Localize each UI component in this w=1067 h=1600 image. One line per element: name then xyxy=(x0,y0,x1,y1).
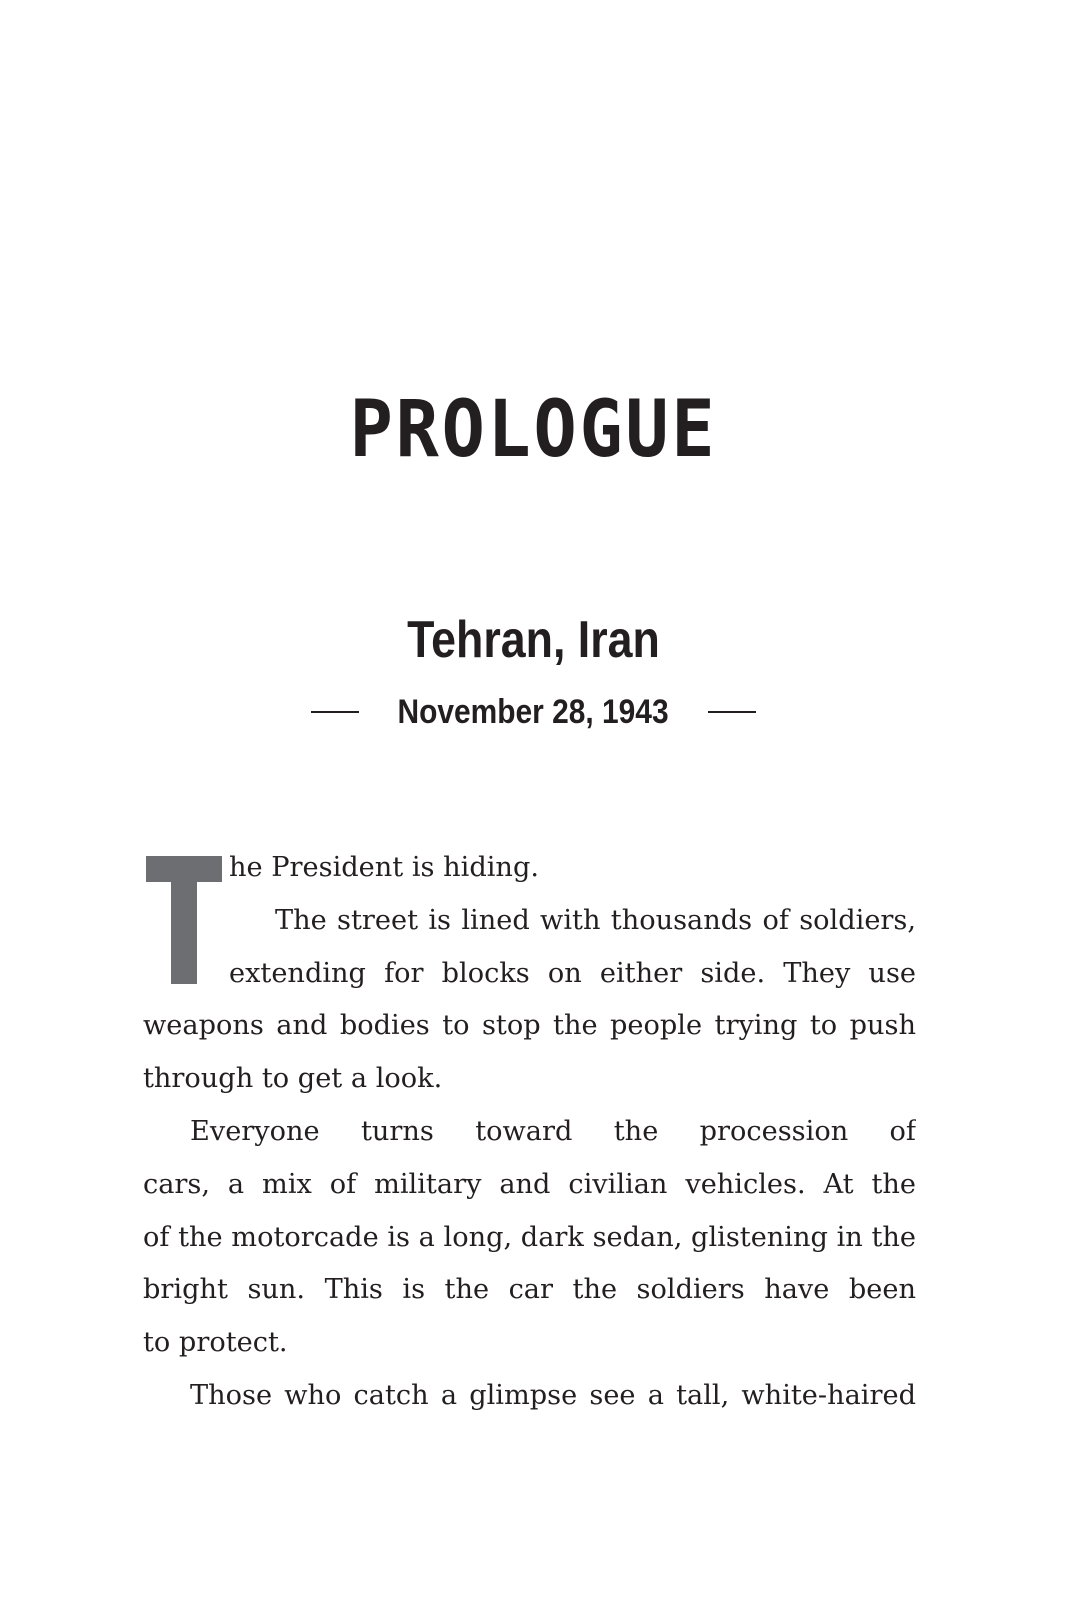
chapter-title: PROLOGUE xyxy=(349,385,718,475)
text-line: bright sun. This is the car the soldiers have been xyxy=(143,1274,916,1306)
text-line: Everyone turns toward the procession of xyxy=(190,1115,916,1147)
text-line: he President is hiding. xyxy=(229,852,539,883)
text-line: extending for blocks on either side. They use xyxy=(229,957,916,989)
chapter-date: November 28, 1943 xyxy=(397,693,670,731)
prologue-body-text xyxy=(143,842,916,1423)
text-line: Those who catch a glimpse see a tall, white-haired xyxy=(190,1379,916,1411)
chapter-date-row xyxy=(0,690,1067,734)
text-line: cars, a mix of military and civilian vehicles. At the xyxy=(143,1168,916,1200)
date-left-dash xyxy=(311,711,359,713)
date-right-dash xyxy=(708,711,756,713)
text-line: through to get a look. xyxy=(143,1063,443,1095)
text-line: weapons and bodies to stop the people trying to push xyxy=(143,1010,916,1042)
text-line: to protect. xyxy=(143,1327,288,1359)
text-line: of the motorcade is a long, dark sedan, glistening in the xyxy=(143,1221,916,1253)
chapter-location: Tehran, Iran xyxy=(407,611,660,669)
text-line: The street is lined with thousands of soldiers, xyxy=(275,904,916,936)
